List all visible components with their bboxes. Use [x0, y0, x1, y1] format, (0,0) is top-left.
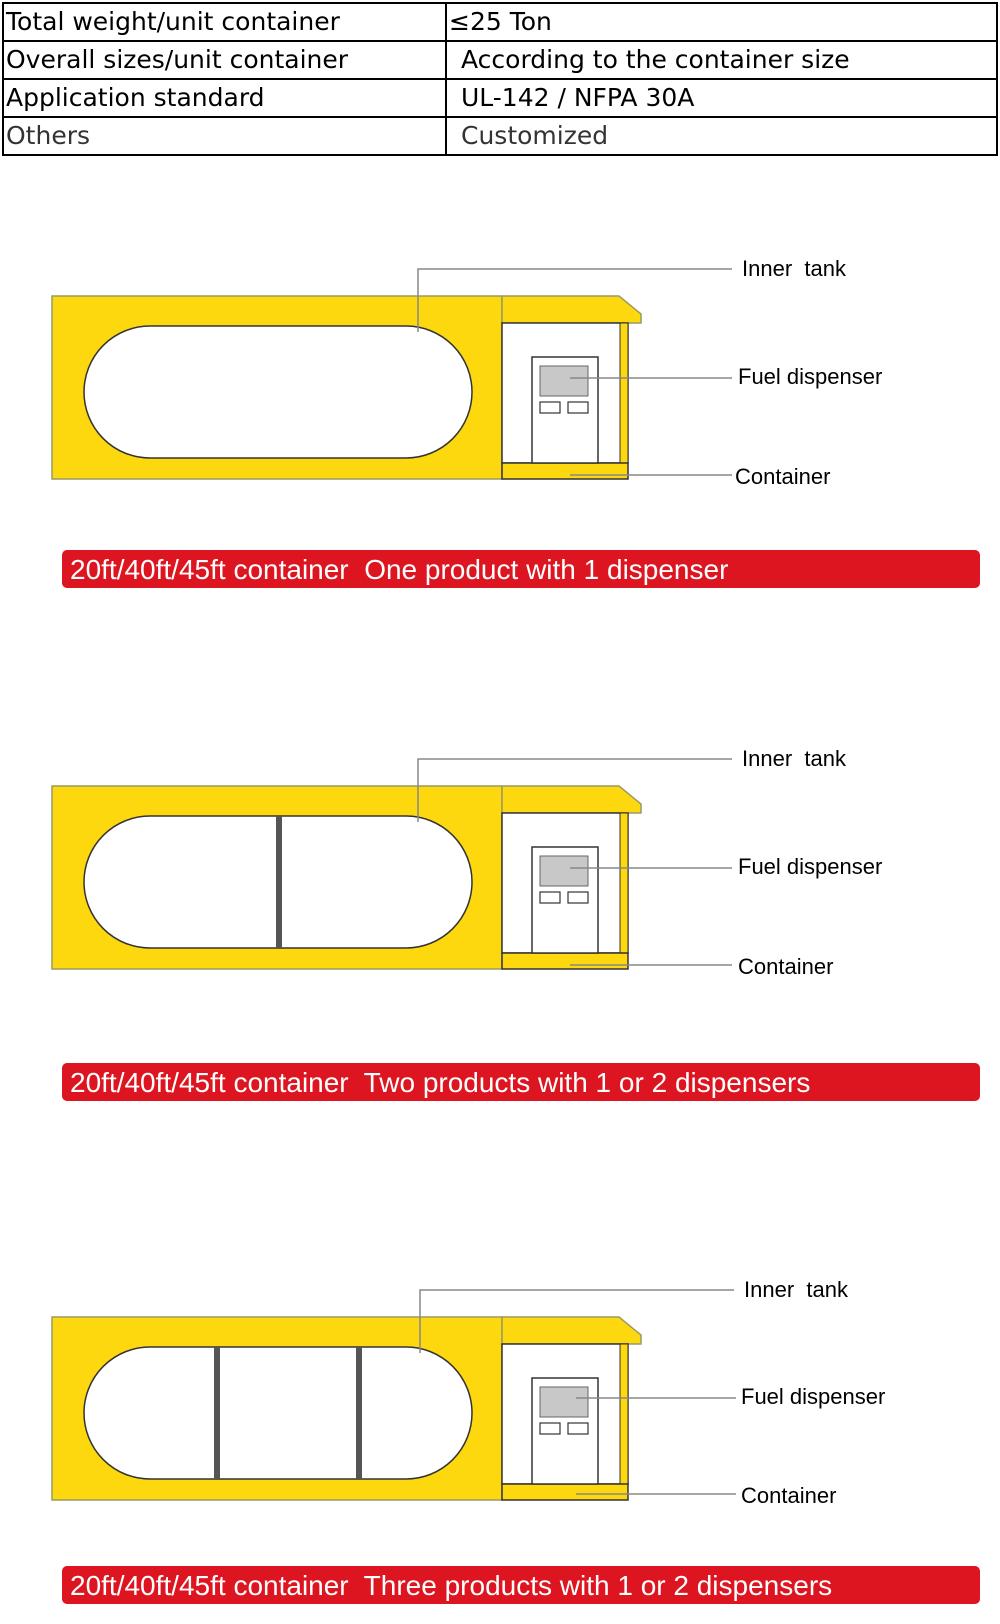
label-container: Container: [735, 464, 831, 489]
inner-tank: [84, 1347, 472, 1479]
diagram-svg: [0, 220, 1000, 640]
diagram-two-products: [0, 710, 1000, 1130]
spec-label: Overall sizes/unit container: [3, 41, 446, 79]
dispenser-button: [568, 402, 588, 413]
label-inner-tank: Inner tank: [742, 746, 846, 771]
label-inner-tank: Inner tank: [742, 256, 846, 281]
caption-text: 20ft/40ft/45ft container One product with 1 dispenser: [70, 554, 729, 585]
dispenser-screen: [540, 1387, 588, 1417]
diagram-svg: [0, 1196, 1000, 1616]
spec-label: Application standard: [3, 79, 446, 117]
booth-side-post: [620, 1344, 628, 1484]
spec-value: Customized: [446, 117, 997, 155]
dispenser-button: [540, 1423, 560, 1434]
label-fuel-dispenser: Fuel dispenser: [738, 854, 883, 879]
dispenser-button: [540, 402, 560, 413]
spec-label: Total weight/unit container: [3, 3, 446, 41]
dispenser-canopy: [502, 1317, 641, 1344]
label-container: Container: [738, 954, 834, 979]
spec-table: [2, 2, 998, 156]
dispenser-screen: [540, 366, 588, 396]
dispenser-canopy: [502, 786, 641, 813]
label-fuel-dispenser: Fuel dispenser: [741, 1384, 886, 1409]
booth-side-post: [620, 813, 628, 953]
booth-floor: [502, 1484, 628, 1500]
spec-row-standard: [3, 79, 997, 117]
dispenser-canopy: [502, 296, 641, 323]
tank-divider: [214, 1347, 220, 1479]
dispenser-button: [540, 892, 560, 903]
dispenser-button: [568, 892, 588, 903]
spec-value: According to the container size: [446, 41, 997, 79]
diagram-one-product: [0, 220, 1000, 640]
inner-tank: [84, 326, 472, 458]
spec-value: ≤25 Ton: [446, 3, 997, 41]
spec-row-weight: [3, 3, 997, 41]
label-fuel-dispenser: Fuel dispenser: [738, 364, 883, 389]
tank-divider: [356, 1347, 362, 1479]
spec-label: Others: [3, 117, 446, 155]
tank-divider: [276, 816, 282, 948]
dispenser-button: [568, 1423, 588, 1434]
spec-row-others: [3, 117, 997, 155]
caption-text: 20ft/40ft/45ft container Two products with 1 or 2 dispensers: [70, 1067, 811, 1098]
dispenser-screen: [540, 856, 588, 886]
caption-text: 20ft/40ft/45ft container Three products with 1 or 2 dispensers: [70, 1570, 833, 1601]
spec-row-sizes: [3, 41, 997, 79]
spec-value: UL-142 / NFPA 30A: [446, 79, 997, 117]
diagram-three-products: [0, 1196, 1000, 1616]
booth-side-post: [620, 323, 628, 463]
booth-floor: [502, 953, 628, 969]
label-inner-tank: Inner tank: [744, 1277, 848, 1302]
booth-floor: [502, 463, 628, 479]
diagram-svg: [0, 710, 1000, 1130]
label-container: Container: [741, 1483, 837, 1508]
